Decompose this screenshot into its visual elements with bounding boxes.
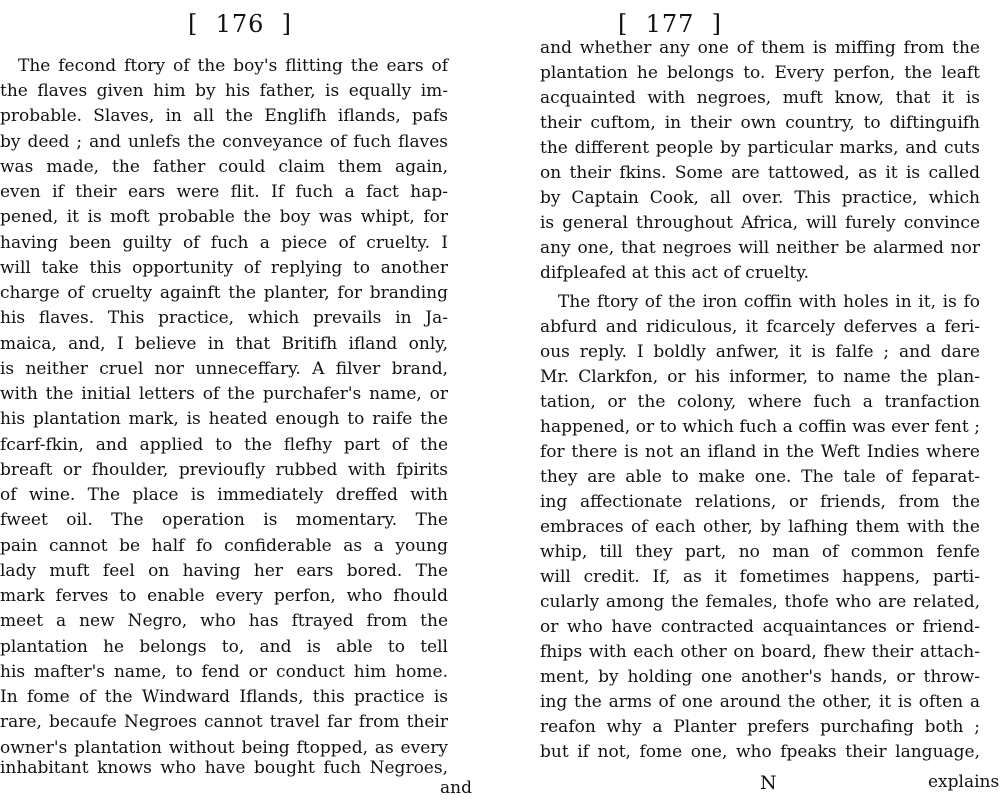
text-line: of wine. The place is immediately dreffed with <box>0 485 448 505</box>
text-line: inhabitant knows who have bought fuch Negroes, <box>0 758 448 778</box>
text-line: owner's plantation without being ftopped, as every <box>0 738 448 758</box>
text-line: cularly among the females, thofe who are related, <box>540 592 980 612</box>
text-line: by deed ; and unlefs the conveyance of fuch flaves <box>0 132 448 152</box>
page-number-left: [ 176 ] <box>187 10 293 38</box>
text-line: will credit. If, as it fometimes happens, parti- <box>540 567 980 587</box>
right-page <box>540 0 1000 804</box>
text-line: his mafter's name, to fend or conduct him home. <box>0 662 448 682</box>
signature-mark: N <box>760 772 778 794</box>
text-line: is general throughout Africa, will furely convince <box>540 213 980 233</box>
text-line: on their fkins. Some are tattowed, as it is called <box>540 163 980 183</box>
text-line: or who have contracted acquaintances or friend- <box>540 617 980 637</box>
text-line: was made, the father could claim them again, <box>0 157 448 177</box>
page-number-right: [ 177 ] <box>617 10 723 38</box>
text-line: maica, and, I believe in that Britifh ifland only, <box>0 334 448 354</box>
text-line: the flaves given him by his father, is equally im- <box>0 81 448 101</box>
text-line: rare, becaufe Negroes cannot travel far from their <box>0 712 448 732</box>
catchword-left: and <box>440 778 472 798</box>
catchword-right: explains <box>928 772 1000 792</box>
text-line: is neither cruel nor unneceffary. A filver brand, <box>0 359 448 379</box>
text-line: ment, by holding one another's hands, or throw- <box>540 667 980 687</box>
text-line: pened, it is moft probable the boy was whipt, for <box>0 207 448 227</box>
text-line: his flaves. This practice, which prevails in Ja- <box>0 308 448 328</box>
text-line: Mr. Clarkfon, or his informer, to name the plan- <box>540 367 980 387</box>
text-line: having been guilty of fuch a piece of cruelty. I <box>0 233 448 253</box>
text-line: breaft or fhoulder, previoufly rubbed with fpirits <box>0 460 448 480</box>
text-line: probable. Slaves, in all the Englifh iflands, pafs <box>0 106 448 126</box>
text-line: and whether any one of them is miffing from the <box>540 38 980 58</box>
left-page <box>0 0 480 804</box>
text-line: plantation he belongs to, and is able to tell <box>0 637 448 657</box>
text-line: abfurd and ridiculous, it fcarcely deferves a feri- <box>540 317 980 337</box>
text-line: by Captain Cook, all over. This practice, which <box>540 188 980 208</box>
text-line: difpleafed at this act of cruelty. <box>540 263 809 283</box>
text-line: plantation he belongs to. Every perfon, the leaft <box>540 63 980 83</box>
text-line: but if not, fome one, who fpeaks their language, <box>540 742 980 762</box>
text-line: embraces of each other, by lafhing them with the <box>540 517 980 537</box>
text-line: pain cannot be half fo confiderable as a young <box>0 536 448 556</box>
text-line: charge of cruelty againft the planter, for branding <box>0 283 448 303</box>
text-line: fcarf-fkin, and applied to the flefhy part of the <box>0 435 448 455</box>
text-line: will take this opportunity of replying to another <box>0 258 448 278</box>
text-line: In fome of the Windward Iflands, this practice is <box>0 687 448 707</box>
text-line: the different people by particular marks, and cuts <box>540 138 980 158</box>
text-line: lady muft feel on having her ears bored. The <box>0 561 448 581</box>
text-line: his plantation mark, is heated enough to raife the <box>0 409 448 429</box>
text-line: for there is not an ifland in the Weft Indies where <box>540 442 980 462</box>
text-line: ous reply. I boldly anfwer, it is falfe ; and dare <box>540 342 980 362</box>
text-line: mark ferves to enable every perfon, who fhould <box>0 586 448 606</box>
text-line: ing the arms of one around the other, it is often a <box>540 692 980 712</box>
text-line: they are able to make one. The tale of feparat- <box>540 467 980 487</box>
text-line: ing affectionate relations, or friends, from the <box>540 492 980 512</box>
text-line: fhips with each other on board, fhew their attach- <box>540 642 980 662</box>
text-line: with the initial letters of the purchafer's name, or <box>0 384 448 404</box>
text-line: The ftory of the iron coffin with holes in it, is fo <box>558 292 980 312</box>
text-line: The fecond ftory of the boy's flitting the ears of <box>18 56 448 76</box>
text-line: reafon why a Planter prefers purchafing both ; <box>540 717 980 737</box>
text-line: their cuftom, in their own country, to diftinguifh <box>540 113 980 133</box>
text-line: even if their ears were flit. If fuch a fact hap- <box>0 182 448 202</box>
text-line: happened, or to which fuch a coffin was ever fent ; <box>540 417 980 437</box>
text-line: whip, till they part, no man of common fenfe <box>540 542 980 562</box>
text-line: meet a new Negro, who has ftrayed from the <box>0 611 448 631</box>
text-line: acquainted with negroes, muft know, that it is <box>540 88 980 108</box>
text-line: fweet oil. The operation is momentary. The <box>0 510 448 530</box>
text-line: tation, or the colony, where fuch a tranfaction <box>540 392 980 412</box>
text-line: any one, that negroes will neither be alarmed nor <box>540 238 980 258</box>
